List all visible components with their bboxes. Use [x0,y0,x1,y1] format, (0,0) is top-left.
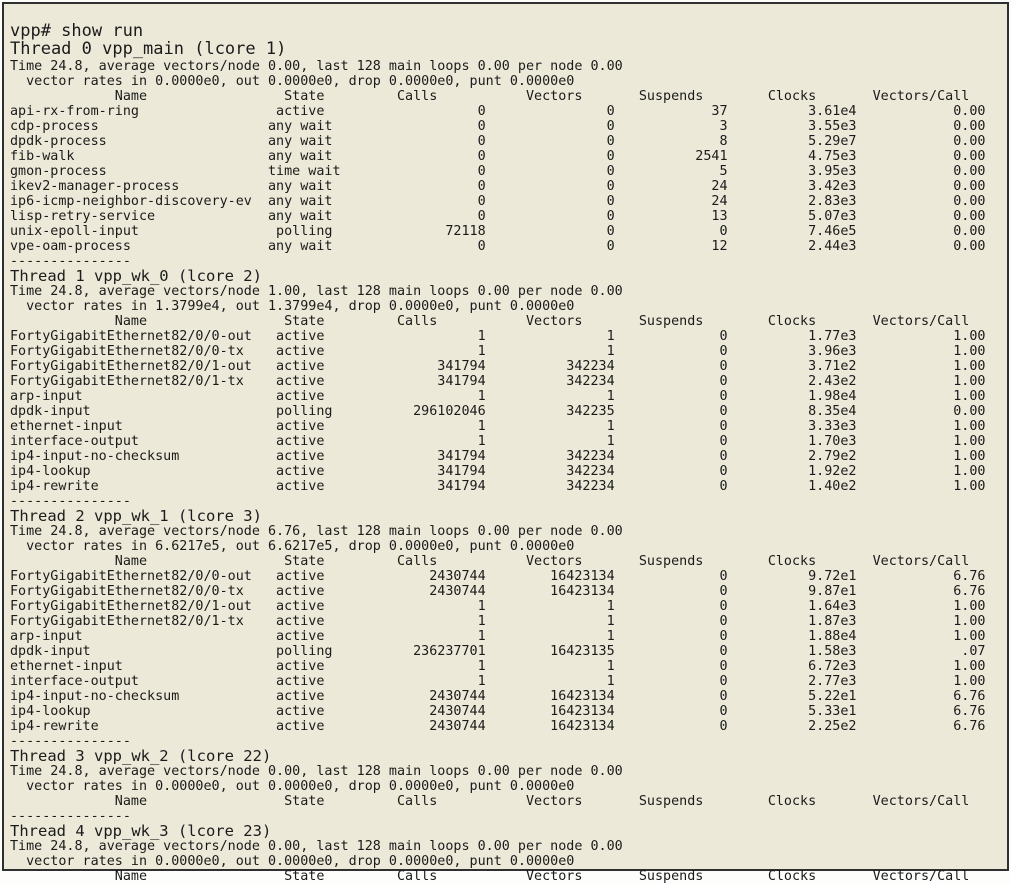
node-row: ethernet-input active 1 1 0 3.33e3 1.00 [10,419,986,434]
thread-4-table-header: Name State Calls Vectors Suspends Clocks Vectors/Call [10,869,986,884]
terminal-window[interactable] [2,2,1009,884]
section-separator: --------------- [10,809,131,824]
node-row: ip4-input-no-checksum active 2430744 16423134 0 5.22e1 6.76 [10,689,986,704]
node-row: FortyGigabitEthernet82/0/0-tx active 2430744 16423134 0 9.87e1 6.76 [10,584,986,599]
node-row: lisp-retry-service any wait 0 0 13 5.07e3 0.00 [10,209,986,224]
thread-3-time-line: Time 24.8, average vectors/node 0.00, last 128 main loops 0.00 per node 0.00 [10,764,623,779]
thread-0-table-header: Name State Calls Vectors Suspends Clocks Vectors/Call [10,89,986,104]
node-row: FortyGigabitEthernet82/0/1-tx active 341794 342234 0 2.43e2 1.00 [10,374,986,389]
prompt-line: vpp# show run [10,21,144,41]
node-row: FortyGigabitEthernet82/0/1-out active 1 1 0 1.64e3 1.00 [10,599,986,614]
thread-1-title: Thread 1 vpp_wk_0 (lcore 2) [10,267,262,285]
node-row: dpdk-process any wait 0 0 8 5.29e7 0.00 [10,134,986,149]
node-row: gmon-process time wait 0 0 5 3.95e3 0.00 [10,164,986,179]
node-row: fib-walk any wait 0 0 2541 4.75e3 0.00 [10,149,986,164]
thread-2-title: Thread 2 vpp_wk_1 (lcore 3) [10,507,262,525]
thread-0-title: Thread 0 vpp_main (lcore 1) [10,39,287,59]
node-row: dpdk-input polling 296102046 342235 0 8.35e4 0.00 [10,404,986,419]
node-row: unix-epoll-input polling 72118 0 0 7.46e5 0.00 [10,224,986,239]
node-row: FortyGigabitEthernet82/0/0-out active 2430744 16423134 0 9.72e1 6.76 [10,569,986,584]
thread-2-time-line: Time 24.8, average vectors/node 6.76, last 128 main loops 0.00 per node 0.00 [10,524,623,539]
thread-3-vector-rates-line: vector rates in 0.0000e0, out 0.0000e0, drop 0.0000e0, punt 0.0000e0 [10,779,575,794]
node-row: ip6-icmp-neighbor-discovery-ev any wait 0 0 24 2.83e3 0.00 [10,194,986,209]
node-row: FortyGigabitEthernet82/0/0-tx active 1 1 0 3.96e3 1.00 [10,344,986,359]
node-row: FortyGigabitEthernet82/0/1-tx active 1 1 0 1.87e3 1.00 [10,614,986,629]
node-row: arp-input active 1 1 0 1.98e4 1.00 [10,389,986,404]
node-row: FortyGigabitEthernet82/0/1-out active 341794 342234 0 3.71e2 1.00 [10,359,986,374]
thread-1-time-line: Time 24.8, average vectors/node 1.00, last 128 main loops 0.00 per node 0.00 [10,284,623,299]
thread-0-time-line: Time 24.8, average vectors/node 0.00, last 128 main loops 0.00 per node 0.00 [10,59,623,74]
node-row: api-rx-from-ring active 0 0 37 3.61e4 0.00 [10,104,986,119]
thread-2-table-header: Name State Calls Vectors Suspends Clocks Vectors/Call [10,554,986,569]
terminal-output [10,23,1007,884]
thread-4-title: Thread 4 vpp_wk_3 (lcore 23) [10,822,272,840]
node-row: dpdk-input polling 236237701 16423135 0 1.58e3 .07 [10,644,986,659]
section-separator: --------------- [10,734,131,749]
node-row: ip4-rewrite active 341794 342234 0 1.40e2 1.00 [10,479,986,494]
thread-1-vector-rates-line: vector rates in 1.3799e4, out 1.3799e4, drop 0.0000e0, punt 0.0000e0 [10,299,575,314]
node-row: ip4-lookup active 2430744 16423134 0 5.33e1 6.76 [10,704,986,719]
thread-4-vector-rates-line: vector rates in 0.0000e0, out 0.0000e0, drop 0.0000e0, punt 0.0000e0 [10,854,575,869]
node-row: interface-output active 1 1 0 1.70e3 1.00 [10,434,986,449]
node-row: ikev2-manager-process any wait 0 0 24 3.42e3 0.00 [10,179,986,194]
thread-3-table-header: Name State Calls Vectors Suspends Clocks Vectors/Call [10,794,986,809]
node-row: vpe-oam-process any wait 0 0 12 2.44e3 0.00 [10,239,986,254]
section-separator: --------------- [10,494,131,509]
node-row: interface-output active 1 1 0 2.77e3 1.00 [10,674,986,689]
thread-2-vector-rates-line: vector rates in 6.6217e5, out 6.6217e5, drop 0.0000e0, punt 0.0000e0 [10,539,575,554]
node-row: ip4-input-no-checksum active 341794 342234 0 2.79e2 1.00 [10,449,986,464]
node-row: ip4-rewrite active 2430744 16423134 0 2.25e2 6.76 [10,719,986,734]
thread-3-title: Thread 3 vpp_wk_2 (lcore 22) [10,747,272,765]
thread-0-vector-rates-line: vector rates in 0.0000e0, out 0.0000e0, drop 0.0000e0, punt 0.0000e0 [10,74,575,89]
node-row: FortyGigabitEthernet82/0/0-out active 1 1 0 1.77e3 1.00 [10,329,986,344]
node-row: cdp-process any wait 0 0 3 3.55e3 0.00 [10,119,986,134]
section-separator: --------------- [10,254,131,269]
node-row: ip4-lookup active 341794 342234 0 1.92e2 1.00 [10,464,986,479]
node-row: ethernet-input active 1 1 0 6.72e3 1.00 [10,659,986,674]
thread-4-time-line: Time 24.8, average vectors/node 0.00, last 128 main loops 0.00 per node 0.00 [10,839,623,854]
node-row: arp-input active 1 1 0 1.88e4 1.00 [10,629,986,644]
thread-1-table-header: Name State Calls Vectors Suspends Clocks Vectors/Call [10,314,986,329]
